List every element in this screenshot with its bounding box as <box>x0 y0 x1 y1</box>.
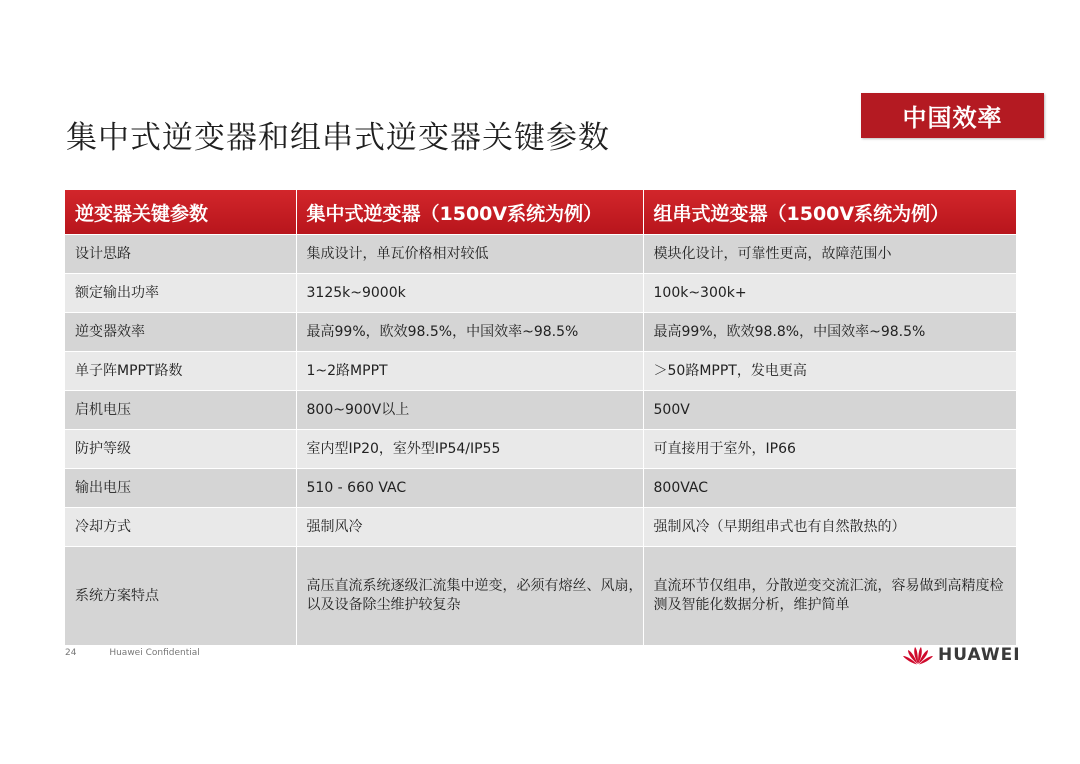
huawei-petal-logo-icon <box>902 645 934 665</box>
string-value: 模块化设计，可靠性更高，故障范围小 <box>643 235 1016 274</box>
row-label: 启机电压 <box>65 391 296 430</box>
row-label: 冷却方式 <box>65 508 296 547</box>
row-label: 单子阵MPPT路数 <box>65 352 296 391</box>
parameter-table <box>65 190 1016 645</box>
table-row <box>65 313 1016 352</box>
china-efficiency-badge: 中国效率 <box>861 93 1044 138</box>
row-label: 设计思路 <box>65 235 296 274</box>
central-value: 集成设计，单瓦价格相对较低 <box>296 235 643 274</box>
column-header-central-inverter: 集中式逆变器（1500V系统为例） <box>296 190 643 235</box>
string-value: 500V <box>643 391 1016 430</box>
row-label: 系统方案特点 <box>65 547 296 646</box>
table-row <box>65 430 1016 469</box>
confidential-label: Huawei Confidential <box>109 648 200 658</box>
huawei-logo-text: HUAWEI <box>938 645 1021 665</box>
huawei-logo <box>902 644 1021 666</box>
string-value: 100k~300k+ <box>643 274 1016 313</box>
table-row <box>65 274 1016 313</box>
page-title: 集中式逆变器和组串式逆变器关键参数 <box>66 120 610 156</box>
footer <box>65 648 200 658</box>
string-value: 800VAC <box>643 469 1016 508</box>
central-value: 510 - 660 VAC <box>296 469 643 508</box>
string-value: 最高99%，欧效98.8%，中国效率~98.5% <box>643 313 1016 352</box>
string-value: 可直接用于室外，IP66 <box>643 430 1016 469</box>
central-value: 强制风冷 <box>296 508 643 547</box>
table-row <box>65 235 1016 274</box>
central-value: 800~900V以上 <box>296 391 643 430</box>
table-row <box>65 508 1016 547</box>
row-label: 防护等级 <box>65 430 296 469</box>
row-label: 额定输出功率 <box>65 274 296 313</box>
central-value: 室内型IP20，室外型IP54/IP55 <box>296 430 643 469</box>
string-value: ＞50路MPPT，发电更高 <box>643 352 1016 391</box>
table-row <box>65 352 1016 391</box>
column-header-parameter: 逆变器关键参数 <box>65 190 296 235</box>
row-label: 输出电压 <box>65 469 296 508</box>
table-header-row <box>65 190 1016 235</box>
string-value: 直流环节仅组串，分散逆变交流汇流，容易做到高精度检测及智能化数据分析，维护简单 <box>643 547 1016 646</box>
row-label: 逆变器效率 <box>65 313 296 352</box>
table-row <box>65 391 1016 430</box>
central-value: 3125k~9000k <box>296 274 643 313</box>
central-value: 高压直流系统逐级汇流集中逆变，必须有熔丝、风扇，以及设备除尘维护较复杂 <box>296 547 643 646</box>
central-value: 最高99%，欧效98.5%，中国效率~98.5% <box>296 313 643 352</box>
table-row <box>65 469 1016 508</box>
string-value: 强制风冷（早期组串式也有自然散热的） <box>643 508 1016 547</box>
table-row <box>65 547 1016 646</box>
central-value: 1~2路MPPT <box>296 352 643 391</box>
column-header-string-inverter: 组串式逆变器（1500V系统为例） <box>643 190 1016 235</box>
page-number: 24 <box>65 648 77 658</box>
